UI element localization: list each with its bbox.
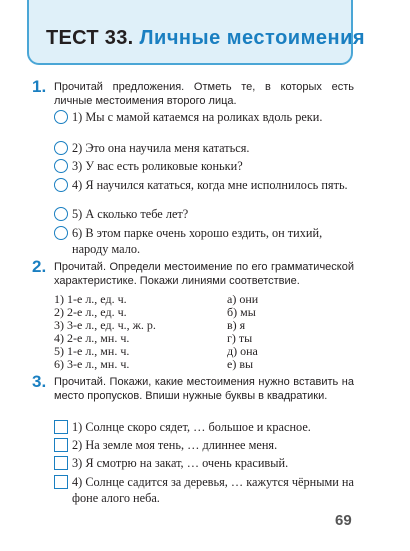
task-3-option-1: 1) Солнце скоро сядет, … большое и красное. bbox=[72, 420, 311, 434]
match-row-5 bbox=[54, 344, 354, 358]
task-1-option-6: 6) В этом парке очень хорошо ездить, он тихий, народу мало. bbox=[72, 226, 323, 256]
match-left-6[interactable]: 6) 3-е л., мн. ч. bbox=[54, 357, 130, 371]
task-1-option-2: 2) Это она научила меня кататься. bbox=[72, 141, 250, 155]
match-row-3 bbox=[54, 318, 354, 332]
match-right-2[interactable]: б) мы bbox=[227, 305, 256, 319]
task-1-option-5: 5) А сколько тебе лет? bbox=[72, 207, 189, 221]
match-right-1[interactable]: а) они bbox=[227, 292, 259, 306]
task-1-option-4-radio[interactable] bbox=[54, 178, 68, 192]
task-3-option-3: 3) Я смотрю на закат, … очень красивый. bbox=[72, 456, 289, 470]
match-left-1[interactable]: 1) 1-е л., ед. ч. bbox=[54, 292, 127, 306]
task-1-option-1: 1) Мы с мамой катаемся на роликах вдоль реки. bbox=[72, 110, 323, 124]
test-header bbox=[27, 0, 366, 65]
task-3-instruction: Прочитай. Покажи, какие местоимения нужно вставить на место пропусков. Впиши нужные буквы в квадратики. bbox=[54, 376, 354, 402]
task-3-option-1-box[interactable] bbox=[54, 420, 68, 434]
match-right-5[interactable]: д) она bbox=[227, 344, 258, 358]
task-3-option-4: 4) Солнце садится за деревья, … кажутся чёрными на фоне алого неба. bbox=[72, 475, 354, 505]
task-1-option-5-radio[interactable] bbox=[54, 207, 68, 221]
match-row-4 bbox=[54, 331, 354, 345]
page-title bbox=[46, 27, 365, 50]
task-3-option-4-box[interactable] bbox=[54, 475, 68, 489]
match-left-3[interactable]: 3) 3-е л., ед. ч., ж. р. bbox=[54, 318, 156, 332]
task-1-instruction: Прочитай предложения. Отметь те, в которых есть личные местоимения второго лица. bbox=[54, 81, 354, 107]
match-right-4[interactable]: г) ты bbox=[227, 331, 253, 345]
match-right-6[interactable]: е) вы bbox=[227, 357, 254, 371]
match-row-1 bbox=[54, 292, 354, 306]
task-3-option-2: 2) На земле моя тень, … длиннее меня. bbox=[72, 438, 278, 452]
task-1-option-4: 4) Я научился кататься, когда мне исполнилось пять. bbox=[72, 178, 348, 192]
task-1-option-6-radio[interactable] bbox=[54, 226, 68, 240]
task-3-option-3-box[interactable] bbox=[54, 456, 68, 470]
topic-title: Личные местоимения bbox=[139, 27, 366, 49]
task-1-option-1-radio[interactable] bbox=[54, 110, 68, 124]
match-left-4[interactable]: 4) 2-е л., мн. ч. bbox=[54, 331, 130, 345]
match-left-2[interactable]: 2) 2-е л., ед. ч. bbox=[54, 305, 127, 319]
task-1-option-3: 3) У вас есть роликовые коньки? bbox=[72, 159, 243, 173]
match-row-6 bbox=[54, 357, 354, 371]
task-2-instruction: Прочитай. Определи местоимение по его грамматической характеристике. Покажи линиями соответствие. bbox=[54, 261, 354, 287]
task-3-option-2-box[interactable] bbox=[54, 438, 68, 452]
match-right-3[interactable]: в) я bbox=[227, 318, 246, 332]
task-1-option-3-radio[interactable] bbox=[54, 159, 68, 173]
page-number: 69 bbox=[335, 512, 352, 529]
task-1-option-2-radio[interactable] bbox=[54, 141, 68, 155]
task-2-number: 2. bbox=[32, 257, 47, 276]
task-1-number: 1. bbox=[32, 77, 47, 96]
task-3-number: 3. bbox=[32, 372, 47, 391]
match-row-2 bbox=[54, 305, 354, 319]
test-label: ТЕСТ 33. bbox=[46, 27, 134, 49]
match-left-5[interactable]: 5) 1-е л., мн. ч. bbox=[54, 344, 130, 358]
